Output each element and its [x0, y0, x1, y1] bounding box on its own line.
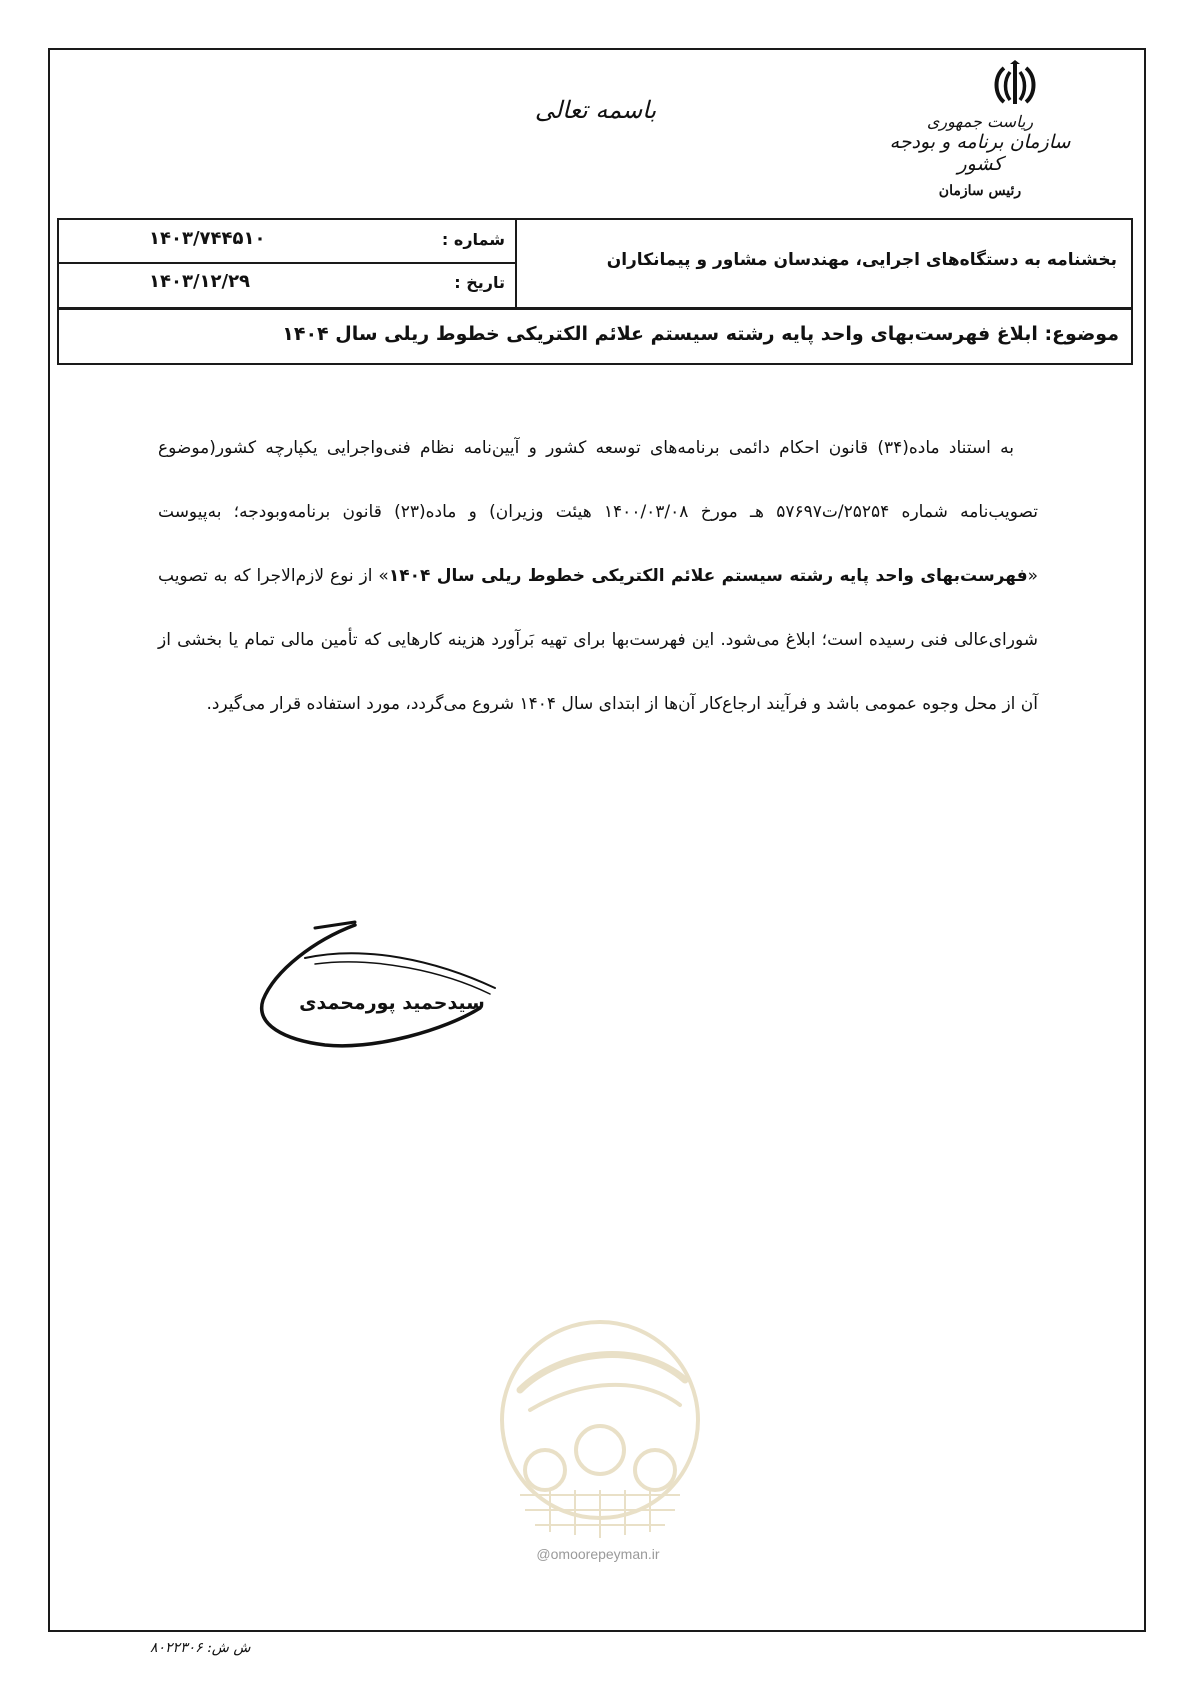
letter-number-value: ۱۴۰۳/۷۴۴۵۱۰ — [149, 228, 266, 249]
heading-basmala: باسمه تعالی — [534, 96, 657, 124]
recipients-line: بخشنامه به دستگاه‌های اجرایی، مهندسان مشاور و پیمانکاران — [606, 250, 1117, 270]
subject-box — [57, 307, 1133, 365]
body-bold-title: فهرست‌بهای واحد پایه رشته سیستم علائم الکتریکی خطوط ریلی سال ۱۴۰۴ — [388, 566, 1028, 586]
organization-block — [880, 112, 1080, 199]
handwritten-signature — [255, 900, 515, 1050]
watermark-logo — [490, 1310, 710, 1550]
watermark-domain: @omoorepeyman.ir — [536, 1546, 660, 1562]
letter-number-cell — [59, 220, 517, 264]
letter-body — [158, 416, 1038, 736]
footer-serial: ش ش: ۸۰۲۲۳۰۶ — [150, 1640, 251, 1656]
letter-date-cell — [59, 263, 517, 307]
body-paragraph — [158, 416, 1038, 736]
org-line-presidency: ریاست جمهوری — [926, 112, 1034, 131]
letter-subject: موضوع: ابلاغ فهرست‌بهای واحد پایه رشته سیستم علائم الکتریکی خطوط ریلی سال ۱۴۰۴ — [282, 323, 1119, 345]
letter-date-value: ۱۴۰۳/۱۲/۲۹ — [149, 271, 251, 292]
org-line-organization: سازمان برنامه و بودجه کشور — [889, 131, 1071, 175]
body-text-part1: به استناد ماده(۳۴) قانون احکام دائمی برنامه‌های توسعه کشور و آیین‌نامه نظام فنی‌واجرایی یکپارچه کشور(موضوع تصویب‌نامه شماره ۲۵۲۵۴/ت۵۷۶۹۷ هـ مورخ ۱۴۰۰/۰۳/۰۸ هیئت وزیران) و ماده(۲۳) قانون برنامه‌وبودجه؛ به‌پیوست « — [158, 438, 1039, 586]
letter-date-label: تاریخ : — [454, 273, 505, 292]
body-text-part2: » از نوع لازم‌الاجرا که به تصویب شورای‌عالی فنی رسیده است؛ ابلاغ می‌شود. این فهرست‌بها برای تهیه بَرآورد هزینه کارهایی که تأمین مالی تمام یا بخشی از آن از محل وجوه عمومی باشد و فرآیند ارجاع‌کار آن‌ها از ابتدای سال ۱۴۰۴ شروع می‌گردد، مورد استفاده قرار می‌گیرد. — [158, 566, 1038, 714]
signer-name: سیدحمید پورمحمدی — [299, 992, 485, 1014]
org-line-head: رئیس سازمان — [938, 183, 1022, 199]
iran-emblem-icon — [990, 60, 1040, 110]
letter-header-box — [57, 218, 1133, 310]
letter-number-label: شماره : — [441, 230, 505, 249]
